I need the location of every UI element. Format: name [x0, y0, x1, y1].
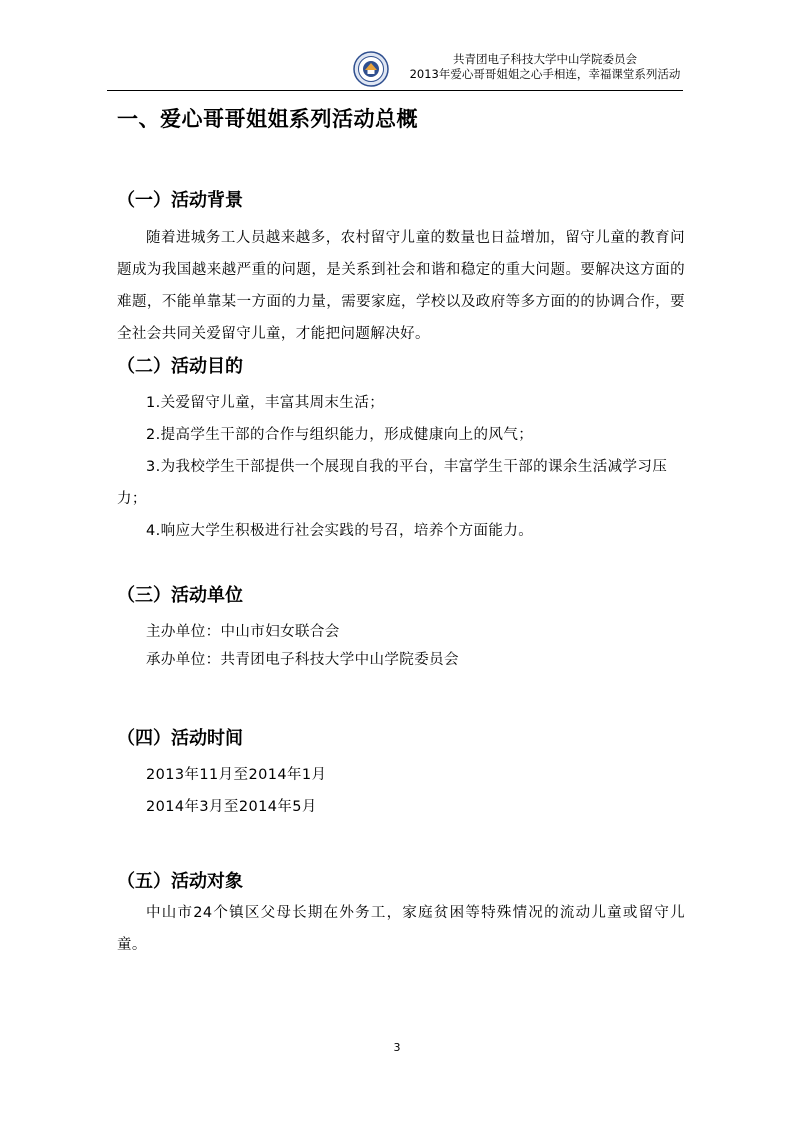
- page-number: 3: [393, 1041, 401, 1054]
- header-divider: [107, 90, 683, 91]
- purpose-item-1: 1.关爱留守儿童，丰富其周末生活；: [146, 395, 385, 411]
- section-heading-units: （三）活动单位: [117, 585, 243, 606]
- time-period-2: 2014年3月至2014年5月: [146, 799, 317, 815]
- section-heading-background: （一）活动背景: [117, 190, 243, 211]
- purpose-item-3: 3.为我校学生干部提供一个展现自我的平台，丰富学生干部的课余生活减学习压力；: [117, 459, 668, 507]
- page-header: [107, 46, 683, 90]
- header-organization: 共青团电子科技大学中山学院委员会: [453, 52, 637, 66]
- section-heading-time: （四）活动时间: [117, 728, 243, 749]
- header-text: [395, 52, 695, 82]
- purpose-item-4: 4.响应大学生积极进行社会实践的号召，培养个方面能力。: [146, 523, 534, 539]
- section-heading-target: （五）活动对象: [117, 871, 243, 892]
- time-period-1: 2013年11月至2014年1月: [146, 767, 327, 783]
- header-activity-title: 2013年爱心哥哥姐姐之心手相连，幸福课堂系列活动: [409, 67, 681, 81]
- background-paragraph: 随着进城务工人员越来越多，农村留守儿童的数量也日益增加，留守儿童的教育问题成为我国越来越严重的问题，是关系到社会和谐和稳定的重大问题。要解决这方面的难题，不能单靠某一方面的力量，需要家庭，学校以及政府等多方面的的协调合作，要全社会共同关爱留守儿童，才能把问题解决好。: [117, 230, 685, 342]
- page-title: 一、爱心哥哥姐姐系列活动总概: [117, 107, 418, 131]
- university-seal-icon: [353, 51, 389, 87]
- organizer-line: 主办单位：中山市妇女联合会: [146, 624, 340, 640]
- purpose-item-2: 2.提高学生干部的合作与组织能力，形成健康向上的风气；: [146, 427, 534, 443]
- target-paragraph: 中山市24个镇区父母长期在外务工，家庭贫困等特殊情况的流动儿童或留守儿童。: [117, 905, 685, 953]
- section-heading-purpose: （二）活动目的: [117, 356, 243, 377]
- co-organizer-line: 承办单位：共青团电子科技大学中山学院委员会: [146, 652, 459, 668]
